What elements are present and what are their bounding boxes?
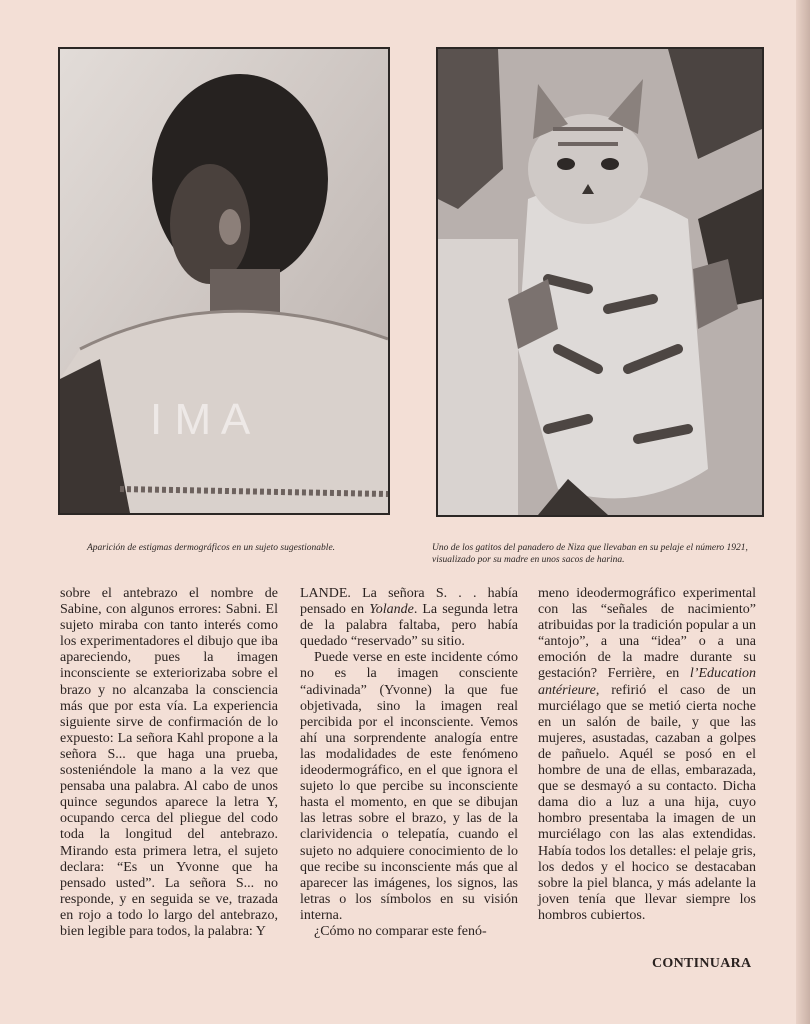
photo-woman-illustration [60,49,388,513]
paragraph: ¿Cómo no comparar este fenó- [314,923,487,939]
caption-left: Aparición de estigmas dermográficos en un sujeto sugestionable. [87,543,336,553]
svg-text:I M A: I M A [150,395,251,444]
caption-right: Uno de los gatitos del panadero de Niza que llevaban en su pelaje el número 1921, visualizado por su madre en unos sacos de harina. [432,543,748,565]
text-run: LANDE. La señora S. . . había pensado en [300,586,518,618]
paragraph [300,586,518,650]
text-run: . La segunda letra de la palabra faltaba, pero había quedado “reservado” su sitio. [300,602,518,650]
paragraph: sobre el antebrazo el nombre de Sabine, con algunos errores: Sabni. El sujeto miraba con tanto interés como los experimentadores el dibujo que iba apareciendo, pues la imagen inconsciente se exteriorizaba sobre el brazo y no alcanzaba la consciencia más que por esta vía. La experiencia siguiente sirve de confirmación de lo expuesto: La señora Kahl propone a la señora S... que haga una prueba, sosteniéndole la mano a la vez que pensaba una palabra. Al cabo de unos quince segundos aparece la letra Y, ocupando cerca del pliegue del codo toda la longitud del antebrazo. Mirando esta primera letra, el sujeto declara: “Es un Yvonne que ha pensado usted”. La señora S... no responde, y en seguida se ve, trazada en rojo a todo lo largo del antebrazo, bien legible para todos, la palabra: Y [60,586,278,939]
article-column-2 [300,586,518,940]
emphasis-book-title: l’Education antérieure [538,666,756,698]
photo-woman-back-letters-icon [58,47,390,515]
paragraph: Puede verse en este incidente cómo no es la imagen consciente “adivinada” (Yvonne) la que fue objetivada, sino la imagen real percibida por el inconsciente. Vemos ahí una sorprendente analogía entre las modalidades de este fenómeno ideodermográfico, en el que ignora el sujeto lo que percibe su inconsciente hasta el momento, en que se dibujan las letras sobre el brazo, y las de la clarividencia o telepatía, cuando el sujeto no adquiere conocimiento de lo que recibe su inconsciente más que al aparecer las imágenes, los signos, las letras o los símbolos en su visión interna. [300,650,518,923]
paragraph [538,586,756,924]
article-column-3 [538,586,756,924]
page-edge [796,0,810,1024]
photo-kitten-illustration [438,49,762,515]
emphasis-yolande: Yolande [369,602,414,618]
continued-label: CONTINUARA [652,956,752,971]
article-column-1 [60,586,278,940]
text-run: meno ideodermográfico experimental con las “señales de nacimiento” atribuidas por la tradición popular a un “antojo”, a una “idea” o a una emoción de la madre durante su gestación? Ferrière, en [538,586,756,682]
text-run: , refirió el caso de un murciélago que se metió cierta noche en un salón de baile, y que las mujeres, asustadas, cazaban a golpes de pañuelo. Aquél se posó en el hombre de una de ellas, embarazada, que se desmayó a su contacto. Dicha dama dio a luz a una hija, cuyo hombro presentaba la imagen de un murciélago con las alas extendidas. Había todos los detalles: el pelaje gris, los dedos y el hocico se destacaban sobre la piel blanca, y más adelante la joven tenía que llevar siempre los hombros cubiertos. [538,682,756,923]
photo-kitten-held-icon [436,47,764,517]
